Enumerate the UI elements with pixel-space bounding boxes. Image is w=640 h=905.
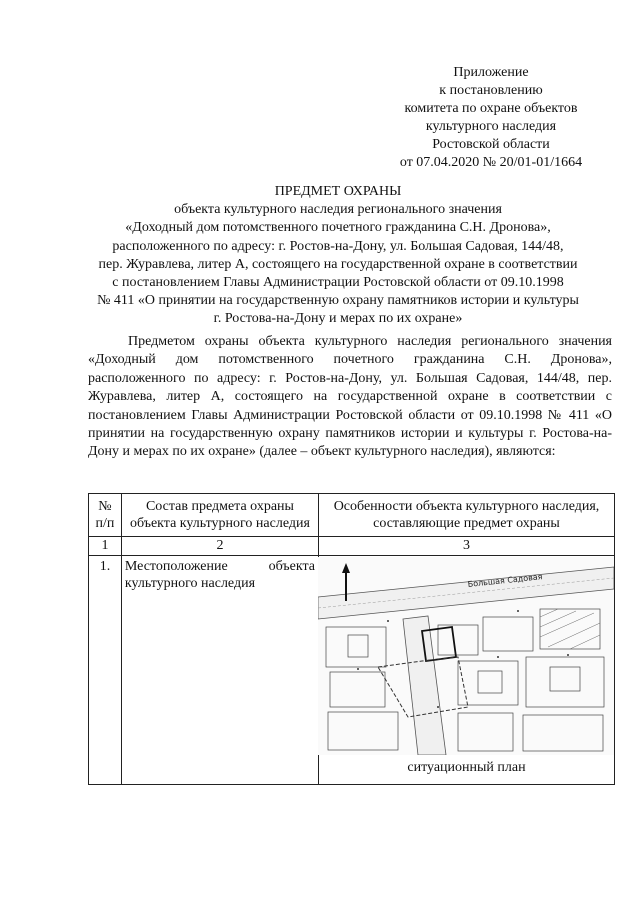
column-number-row bbox=[89, 537, 615, 556]
appendix-block bbox=[360, 64, 622, 172]
table-row bbox=[89, 556, 615, 785]
body-paragraph: Предметом охраны объекта культурного наследия регионального значения «Доходный дом потомственного почетного гражданина С.Н. Дронова», расположенного по адресу: г. Ростов-на-Дону, ул. Большая Садовая, 144/48, пер. Журавлева, литер А, состоящего на государственной охране в соответствии с постановлением Главы Администрации Ростовской области от 09.10.1998 № 411 «О принятии на государственную охрану памятников истории и культуры г. Ростова-на-Дону и мерах по их охране» (далее – объект культурного наследия), являются: bbox=[88, 334, 612, 460]
situational-plan bbox=[319, 557, 614, 781]
title-line: пер. Журавлева, литер А, состоящего на государственной охране в соответствии bbox=[98, 256, 578, 272]
appendix-line: комитета по охране объектов bbox=[404, 101, 578, 116]
title-line: «Доходный дом потомственного почетного гражданина С.Н. Дронова», bbox=[125, 220, 551, 236]
document-title: ПРЕДМЕТ ОХРАНЫ bbox=[274, 184, 402, 199]
composition-word: объекта bbox=[268, 559, 315, 574]
protection-subject-table bbox=[88, 493, 615, 785]
situational-plan-map bbox=[318, 557, 614, 755]
appendix-line: к постановлению bbox=[439, 83, 543, 98]
appendix-line: Ростовской области bbox=[432, 137, 550, 152]
map-street-label: Большая Садовая bbox=[467, 572, 543, 589]
title-line: г. Ростова-на-Дону и мерах по их охране» bbox=[213, 311, 463, 327]
row-features bbox=[319, 556, 615, 785]
header-composition: Состав предмета охраны объекта культурного наследия bbox=[121, 494, 318, 537]
table-header-row bbox=[89, 494, 615, 537]
column-number: 3 bbox=[319, 537, 615, 556]
appendix-line: Приложение bbox=[453, 65, 529, 80]
column-number: 1 bbox=[89, 537, 122, 556]
composition-word: Местоположение bbox=[124, 559, 228, 574]
column-number: 2 bbox=[121, 537, 318, 556]
title-line: с постановлением Главы Администрации Ростовской области от 09.10.1998 bbox=[112, 275, 564, 291]
row-composition bbox=[121, 556, 318, 785]
composition-first-line bbox=[125, 558, 315, 575]
header-num: № п/п bbox=[89, 494, 122, 537]
title-block bbox=[64, 183, 612, 329]
appendix-line: культурного наследия bbox=[425, 119, 557, 134]
title-line: расположенного по адресу: г. Ростов-на-Дону, ул. Большая Садовая, 144/48, bbox=[112, 238, 564, 254]
header-features: Особенности объекта культурного наследия, составляющие предмет охраны bbox=[319, 494, 615, 537]
title-line: объекта культурного наследия регионального значения bbox=[174, 202, 502, 218]
row-number: 1. bbox=[89, 556, 122, 785]
composition-rest: культурного наследия bbox=[124, 576, 256, 591]
appendix-line: от 07.04.2020 № 20/01-01/1664 bbox=[399, 155, 583, 170]
map-caption: ситуационный план bbox=[407, 760, 526, 775]
title-line: № 411 «О принятии на государственную охрану памятников истории и культуры bbox=[97, 293, 579, 309]
